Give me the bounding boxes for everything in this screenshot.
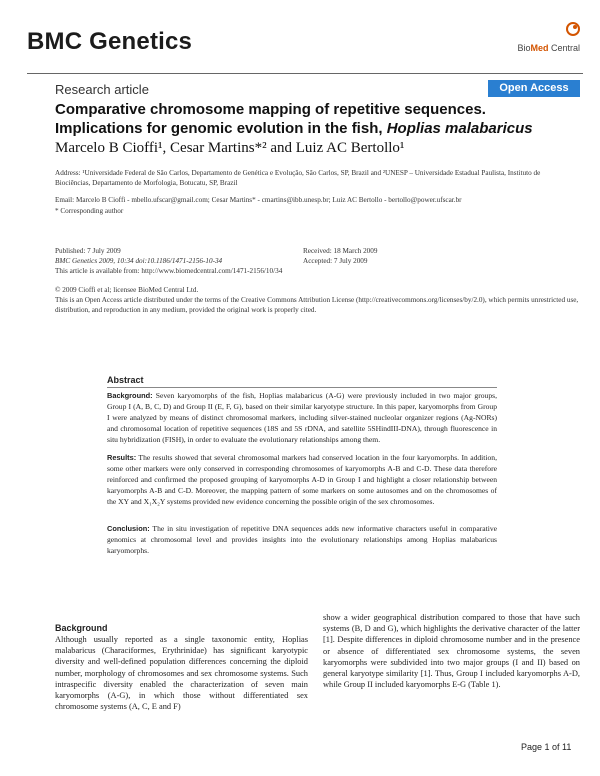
abstract-heading: Abstract bbox=[107, 375, 144, 385]
article-title: Comparative chromosome mapping of repetitive sequences. Implications for genomic evolution in the fish, Hoplias malabaricus bbox=[55, 101, 533, 137]
abstract-section bbox=[107, 375, 497, 577]
license: This is an Open Access article distributed under the terms of the Creative Commons Attribution License (http://creativecommons.org/licenses/by/2.0), which permits unrestricted use, distribution, and reproduction in any medium, provided the original work is properly cited. bbox=[55, 296, 579, 314]
page-number: Page 1 of 11 bbox=[521, 742, 572, 752]
background-heading: Background bbox=[55, 623, 108, 633]
citation: BMC Genetics 2009, 10:34 doi:10.1186/1471-2156-10-34 bbox=[55, 257, 223, 265]
abstract-background: Background: Seven karyomorphs of the fish, Hoplias malabaricus (A-G) were previously included in two major groups, Group I (A, B, C, D) and Group II (E, F, G), based on their similar karyotype structure. In this paper, karyomorphs from Group I were analyzed by means of distinct chromosomal markers, including silver-stained nucleolar organizer regions (Ag-NORs) and chromosomal location of repetitive sequences (18S and 5S rDNA, and satellite 5SHindIII-DNA), through fluorescence in situ hybridization (FISH), in order to evaluate the evolutionary relationships among them. bbox=[107, 391, 497, 444]
abstract-results: Results: The results showed that several chromosomal markers had conserved location in the four karyomorphs. In addition, some other markers were only conserved in corresponding chromosomes of karyomorphs A-B and C-D. These data therefore reinforced and confirmed the proposed grouping of karyomorphs A-D in Group I and highlight a closer relationship between karyomorphs A-B and C-D. Moreover, the mapping pattern of some markers on some autosomes and on the chromosomes of the XY and X₁X₂Y systems provided new evidence concerning the possible origin of the sex chromosomes. bbox=[107, 453, 497, 506]
article-url[interactable]: This article is available from: http://www.biomedcentral.com/1471-2156/10/34 bbox=[55, 267, 283, 275]
publisher-logo bbox=[484, 36, 580, 56]
journal-title: BMC Genetics bbox=[27, 28, 193, 55]
email: Email: Marcelo B Cioffi - mbello.ufscar@gmail.com; Cesar Martins* - cmartins@ibb.unesp.br; Luiz AC Bertollo - bertollo@power.ufscar.br bbox=[55, 196, 462, 204]
published-date: Published: 7 July 2009 bbox=[55, 247, 121, 255]
abstract-divider bbox=[107, 387, 497, 388]
publisher-name: BioMed Central bbox=[517, 43, 580, 53]
copyright: © 2009 Cioffi et al; licensee BioMed Central Ltd. bbox=[55, 286, 199, 294]
body-column-left: Although usually reported as a single taxonomic entity, Hoplias malabaricus (Characiformes, Erythrinidae) has significant karyotypic diversity and well-defined population differences concerning the diploid number, morphology of chromosomes and sex chromosome systems. Such intraspecific diversity enabled the characterization of seven main karyomorphs (A-G), in which those without differentiated sex chromosome systems (A, C, E and F) bbox=[55, 635, 308, 712]
corresponding-author: * Corresponding author bbox=[55, 207, 124, 215]
accepted-date: Accepted: 7 July 2009 bbox=[303, 257, 368, 265]
article-type: Research article bbox=[55, 82, 149, 97]
open-access-badge: Open Access bbox=[488, 80, 580, 97]
abstract-conclusion: Conclusion: The in situ investigation of repetitive DNA sequences adds new informative characters useful in comparative genomics at chromosomal level and provides insights into the evolutionary relationships among Hoplias malabaricus karyomorphs. bbox=[107, 524, 497, 555]
address: Address: ¹Universidade Federal de São Carlos, Departamento de Genética e Evolução, São Carlos, SP, Brazil and ²UNESP – Universidade Estadual Paulista, Instituto de Biociências, Departamento de Morfologia, Botucatu, SP, Brazil bbox=[55, 169, 541, 187]
biomed-logo-icon bbox=[566, 22, 580, 36]
header-divider bbox=[27, 73, 583, 74]
authors: Marcelo B Cioffi¹, Cesar Martins*² and Luiz AC Bertollo¹ bbox=[55, 140, 405, 156]
received-date: Received: 18 March 2009 bbox=[303, 247, 378, 255]
body-column-right: show a wider geographical distribution compared to those that have such systems (B, D and G), which highlights the derivative character of the latter [1]. Despite differences in diploid chromosome number and in the presence or absence of differentiated sex chromosome systems, the seven karyomorphs were subdivided into two major groups (I and II) based on general karyotype similarity [1]. Thus, Group I included karyomorphs A-D, while Group II included karyomorphs E-G (Table 1). bbox=[323, 613, 580, 690]
